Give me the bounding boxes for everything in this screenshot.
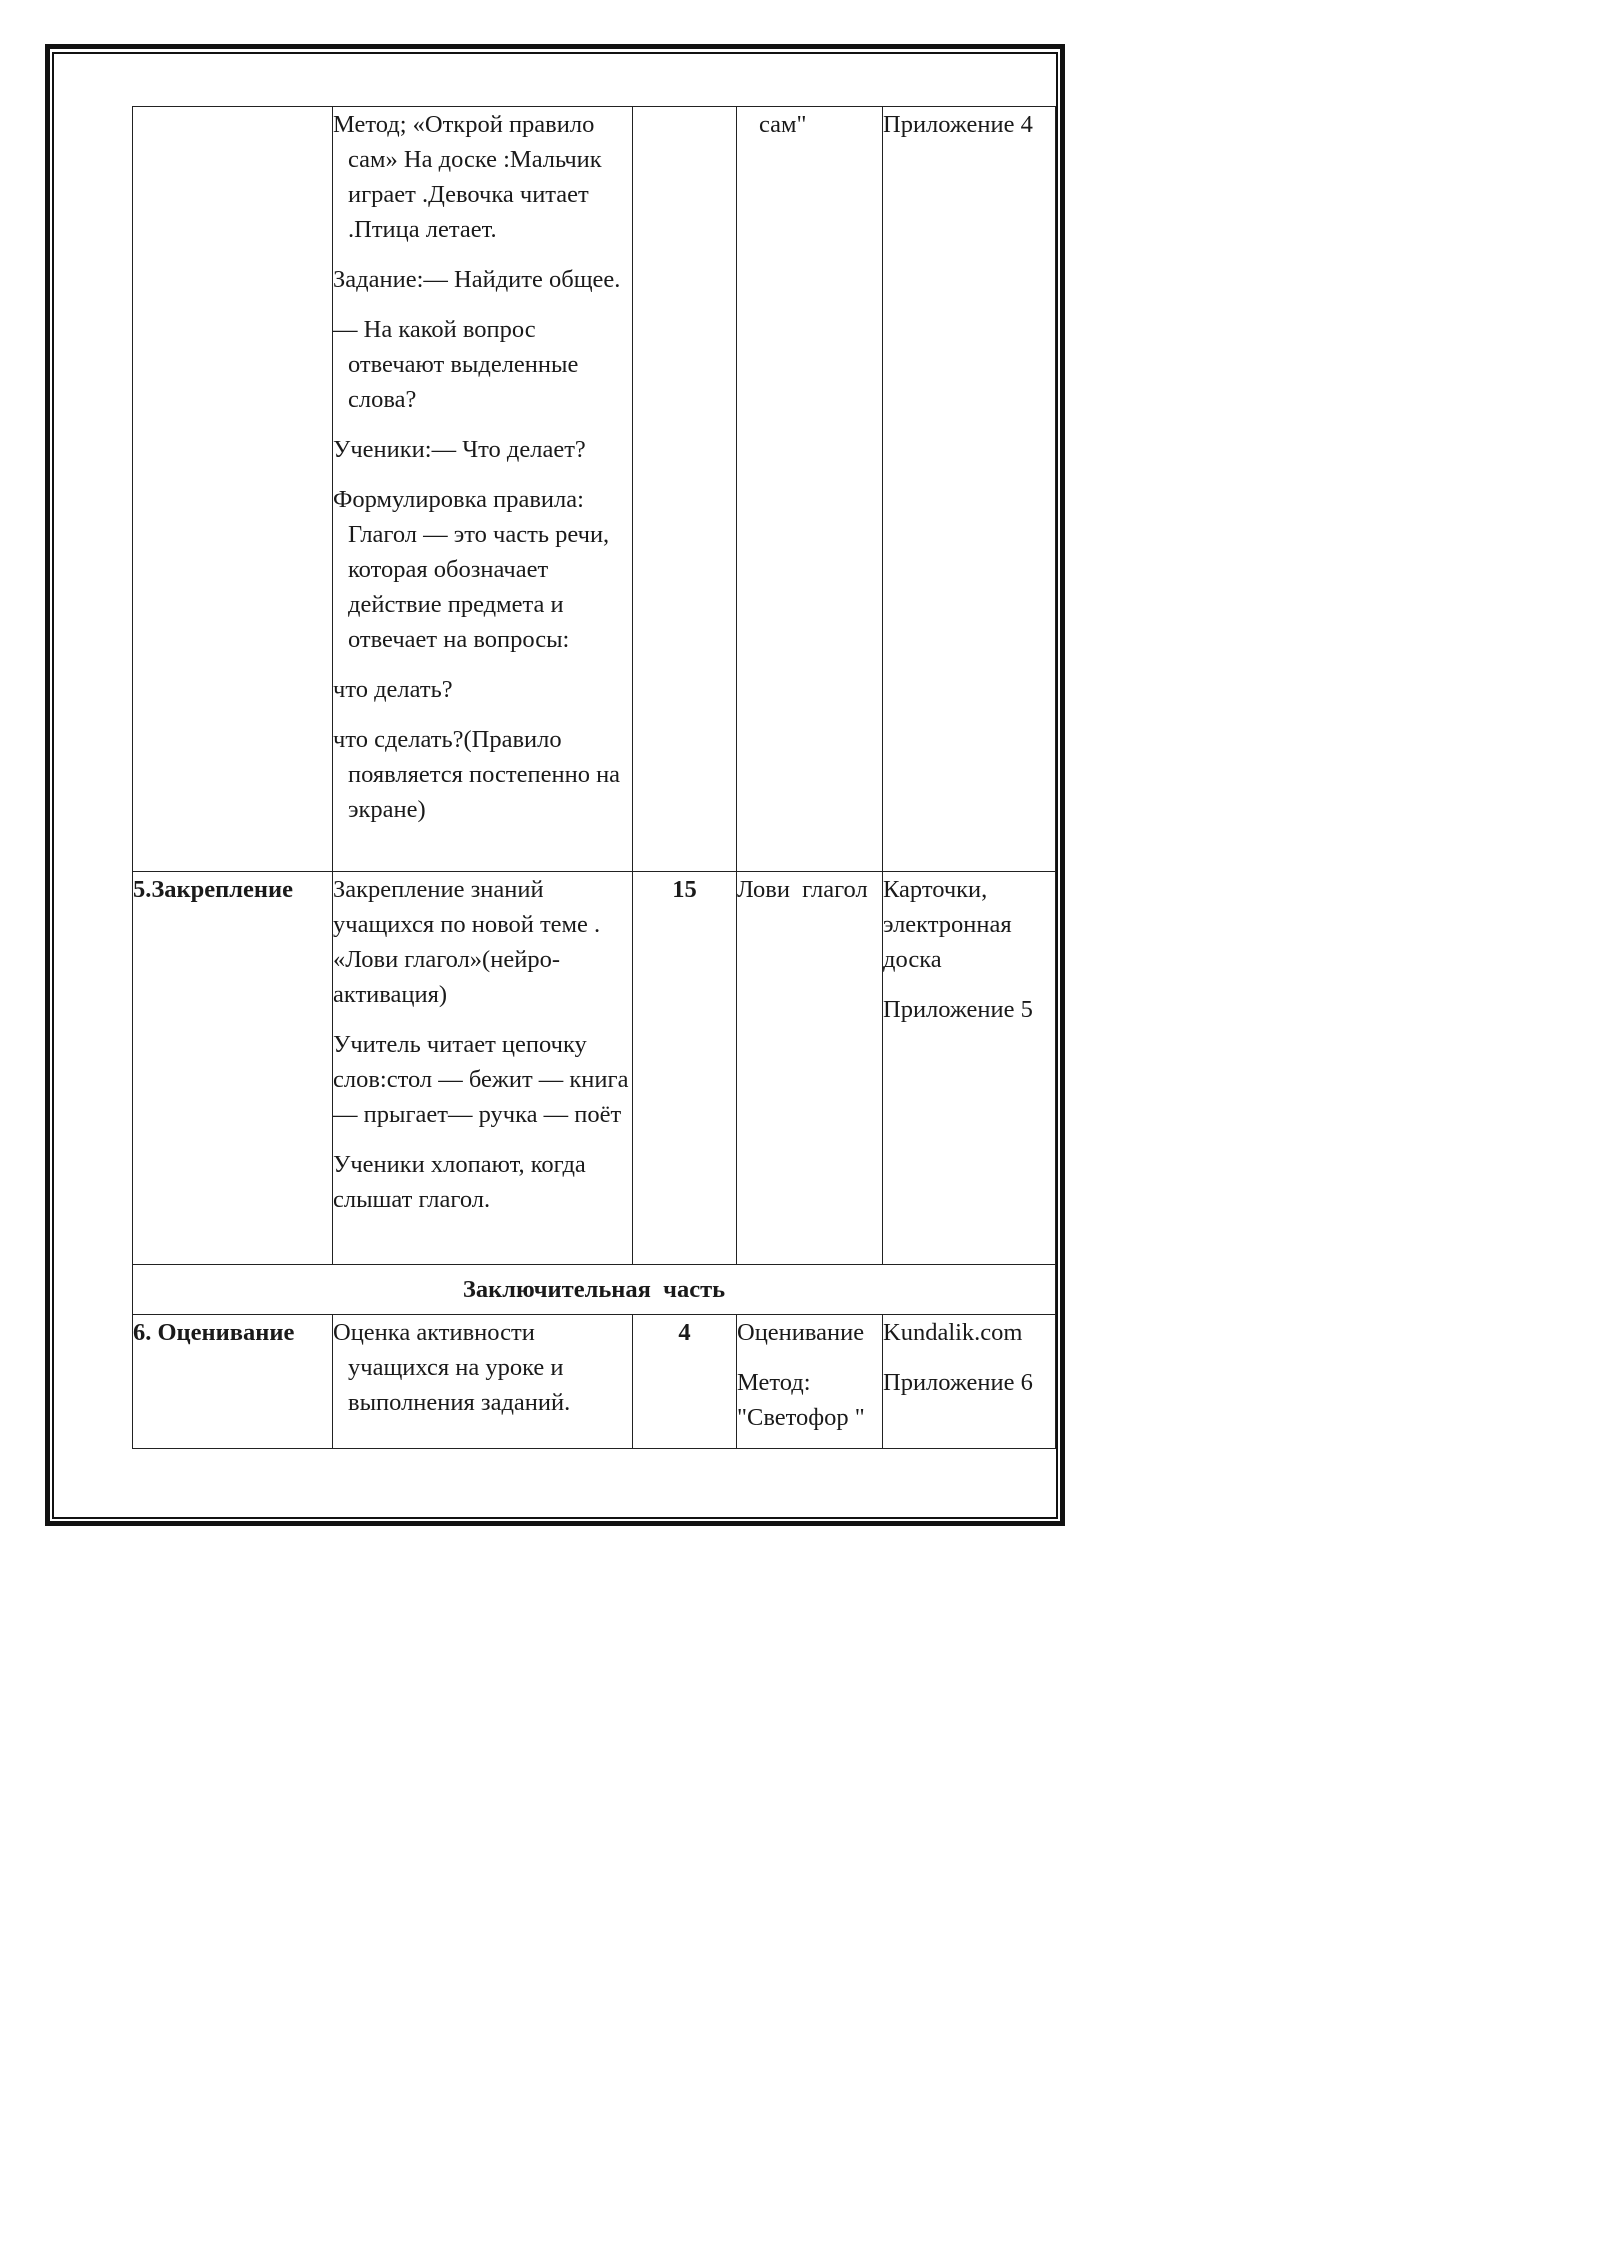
resources-cards-board: Карточки, электронная доска: [883, 876, 1012, 973]
resources-cell-assessment: [883, 1315, 1056, 1449]
section-header-final-part: Заключительная часть: [462, 1276, 726, 1303]
table-row-section-header: [133, 1265, 1056, 1315]
time-value-consolidation: 15: [672, 876, 697, 903]
content-cell-consolidation: [333, 872, 633, 1265]
rule-paragraph: Формулировка правила: Глагол — это часть речи, которая обозначает действие предмета и отвечает на вопросы:: [333, 486, 610, 653]
content-cell-method: [333, 107, 633, 872]
activity-cell-assessment: [737, 1315, 883, 1449]
resources-kundalik: Kundalik.com: [883, 1319, 1023, 1346]
activity-cell-consolidation: [737, 872, 883, 1265]
activity-assessment: Оценивание: [737, 1319, 865, 1346]
time-value-assessment: 4: [678, 1319, 691, 1346]
stage-cell-empty: [133, 107, 333, 872]
stage-title-assessment: 6. Оценивание: [133, 1319, 295, 1346]
question-paragraph: — На какой вопрос отвечают выделенные слова?: [333, 316, 579, 413]
time-cell-assessment: [633, 1315, 737, 1449]
table-row-consolidation: [133, 872, 1056, 1265]
teacher-reads-paragraph: Учитель читает цепочку слов:стол — бежит — книга — прыгает— ручка — поёт: [333, 1031, 629, 1128]
appendix-4-label: Приложение 4: [883, 111, 1033, 138]
appendix-5-label: Приложение 5: [883, 996, 1033, 1023]
activity-catch-verb: Лови глагол: [737, 876, 868, 903]
content-cell-assessment: [333, 1315, 633, 1449]
consolidation-paragraph: Закрепление знаний учащихся по новой теме . «Лови глагол»(нейро-активация): [333, 876, 601, 1008]
activity-cell-method: [737, 107, 883, 872]
resources-cell-consolidation: [883, 872, 1056, 1265]
rule-question-2: что сделать?(Правило появляется постепенно на экране): [333, 726, 621, 823]
activity-traffic-light-method: Метод: "Светофор ": [737, 1369, 865, 1431]
appendix-6-label: Приложение 6: [883, 1369, 1033, 1396]
time-cell-empty: [633, 107, 737, 872]
lesson-plan-table: [132, 106, 1056, 1449]
students-clap-paragraph: Ученики хлопают, когда слышат глагол.: [333, 1151, 586, 1213]
stage-cell-assessment: [133, 1315, 333, 1449]
students-answer-paragraph: Ученики:— Что делает?: [333, 436, 586, 463]
resources-cell-method: [883, 107, 1056, 872]
time-cell-consolidation: [633, 872, 737, 1265]
table-row-method: [133, 107, 1056, 872]
rule-question-1: что делать?: [333, 676, 453, 703]
stage-cell-consolidation: [133, 872, 333, 1265]
stage-title-consolidation: 5.Закрепление: [133, 876, 294, 903]
task-paragraph: Задание:— Найдите общее.: [333, 266, 621, 293]
method-paragraph: Метод; «Открой правило сам» На доске :Мальчик играет .Девочка читает .Птица летает.: [333, 111, 602, 243]
assessment-paragraph: Оценка активности учащихся на уроке и выполнения заданий.: [333, 1319, 571, 1416]
activity-text: сам": [759, 111, 807, 138]
table-row-assessment: [133, 1315, 1056, 1449]
section-header-cell: [133, 1265, 1056, 1315]
